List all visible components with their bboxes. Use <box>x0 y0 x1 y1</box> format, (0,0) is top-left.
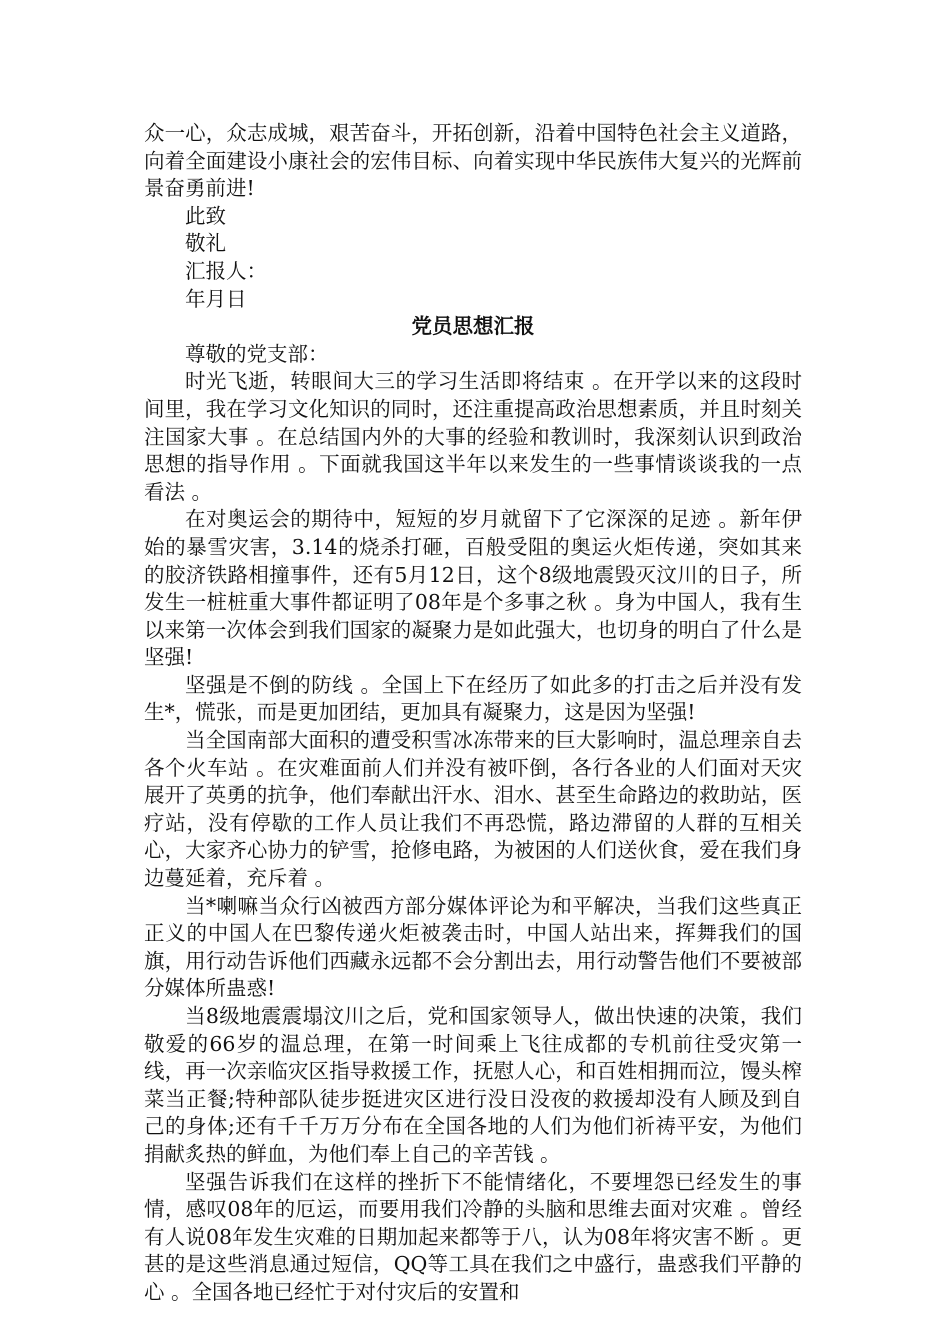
body-paragraph-2: 在对奥运会的期待中，短短的岁月就留下了它深深的足迹 。新年伊始的暴雪灾害，3.14的烧杀打砸，百般受阻的奥运火炬传递，突如其来的胶济铁路相撞事件，还有5月12日，这个8级地震毁灭汶川的日子，所发生一桩桩重大事件都证明了08年是个多事之秋 。身为中国人，我有生以来第一次体会到我们国家的凝聚力是如此强大，也切身的明白了什么是坚强! <box>144 507 802 670</box>
body-paragraph-1: 时光飞逝，转眼间大三的学习生活即将结束 。在开学以来的这段时间里，我在学习文化知识的同时，还注重提高政治思想素质，并且时刻关注国家大事 。在总结国内外的大事的经验和教训时，我深刻认识到政治思想的指导作用 。下面就我国这半年以来发生的一些事情谈谈我的一点看法 。 <box>144 369 802 504</box>
document-page <box>144 120 802 1307</box>
closing-line-date: 年月日 <box>185 286 247 311</box>
intro-paragraph: 众一心，众志成城，艰苦奋斗，开拓创新，沿着中国特色社会主义道路，向着全面建设小康社会的宏伟目标、向着实现中华民族伟大复兴的光辉前景奋勇前进! <box>144 121 802 201</box>
body-paragraph-5: 当*喇嘛当众行凶被西方部分媒体评论为和平解决，当我们这些真正正义的中国人在巴黎传递火炬被袭击时，中国人站出来，挥舞我们的国旗，用行动告诉他们西藏永远都不会分割出去，用行动警告他们不要被部分媒体所蛊惑! <box>144 893 802 1001</box>
closing-line-reporter: 汇报人： <box>185 258 267 283</box>
closing-line-respect: 此致 <box>185 203 226 228</box>
body-paragraph-7: 坚强告诉我们在这样的挫折下不能情绪化，不要埋怨已经发生的事情，感叹08年的厄运，而要用我们冷静的头脑和思维去面对灾难 。曾经有人说08年发生灾难的日期加起来都等于八，认为08年将灾害不断 。更甚的是这些消息通过短信，QQ等工具在我们之中盛行，蛊惑我们平静的心 。全国各地已经忙于对付灾后的安置和 <box>144 1169 802 1304</box>
salutation: 尊敬的党支部： <box>185 341 329 366</box>
closing-line-salute: 敬礼 <box>185 231 226 256</box>
body-paragraph-4: 当全国南部大面积的遭受积雪冰冻带来的巨大影响时，温总理亲自去各个火车站 。在灾难面前人们并没有被吓倒，各行各业的人们面对天灾展开了英勇的抗争，他们奉献出汗水、泪水、甚至生命路边的救助站，医疗站，没有停歇的工作人员让我们不再恐慌，路边滞留的人群的互相关心，大家齐心协力的铲雪，抢修电路，为被困的人们送伙食，爱在我们身边蔓延着，充斥着 。 <box>144 728 802 891</box>
report-title: 党员思想汇报 <box>411 314 535 339</box>
body-paragraph-6: 当8级地震震塌汶川之后，党和国家领导人，做出快速的决策，我们敬爱的66岁的温总理，在第一时间乘上飞往成都的专机前往受灾第一线，再一次亲临灾区指导救援工作，抚慰人心，和百姓相拥而泣，馒头榨菜当正餐;特种部队徒步挺进灾区进行没日没夜的救援却没有人顾及到自己的身体;还有千千万万分布在全国各地的人们为他们祈祷平安，为他们捐献炙热的鲜血，为他们奉上自己的辛苦钱 。 <box>144 1004 802 1166</box>
body-paragraph-3: 坚强是不倒的防线 。全国上下在经历了如此多的打击之后并没有发生*，慌张，而是更加团结，更加具有凝聚力，这是因为坚强! <box>144 672 802 725</box>
